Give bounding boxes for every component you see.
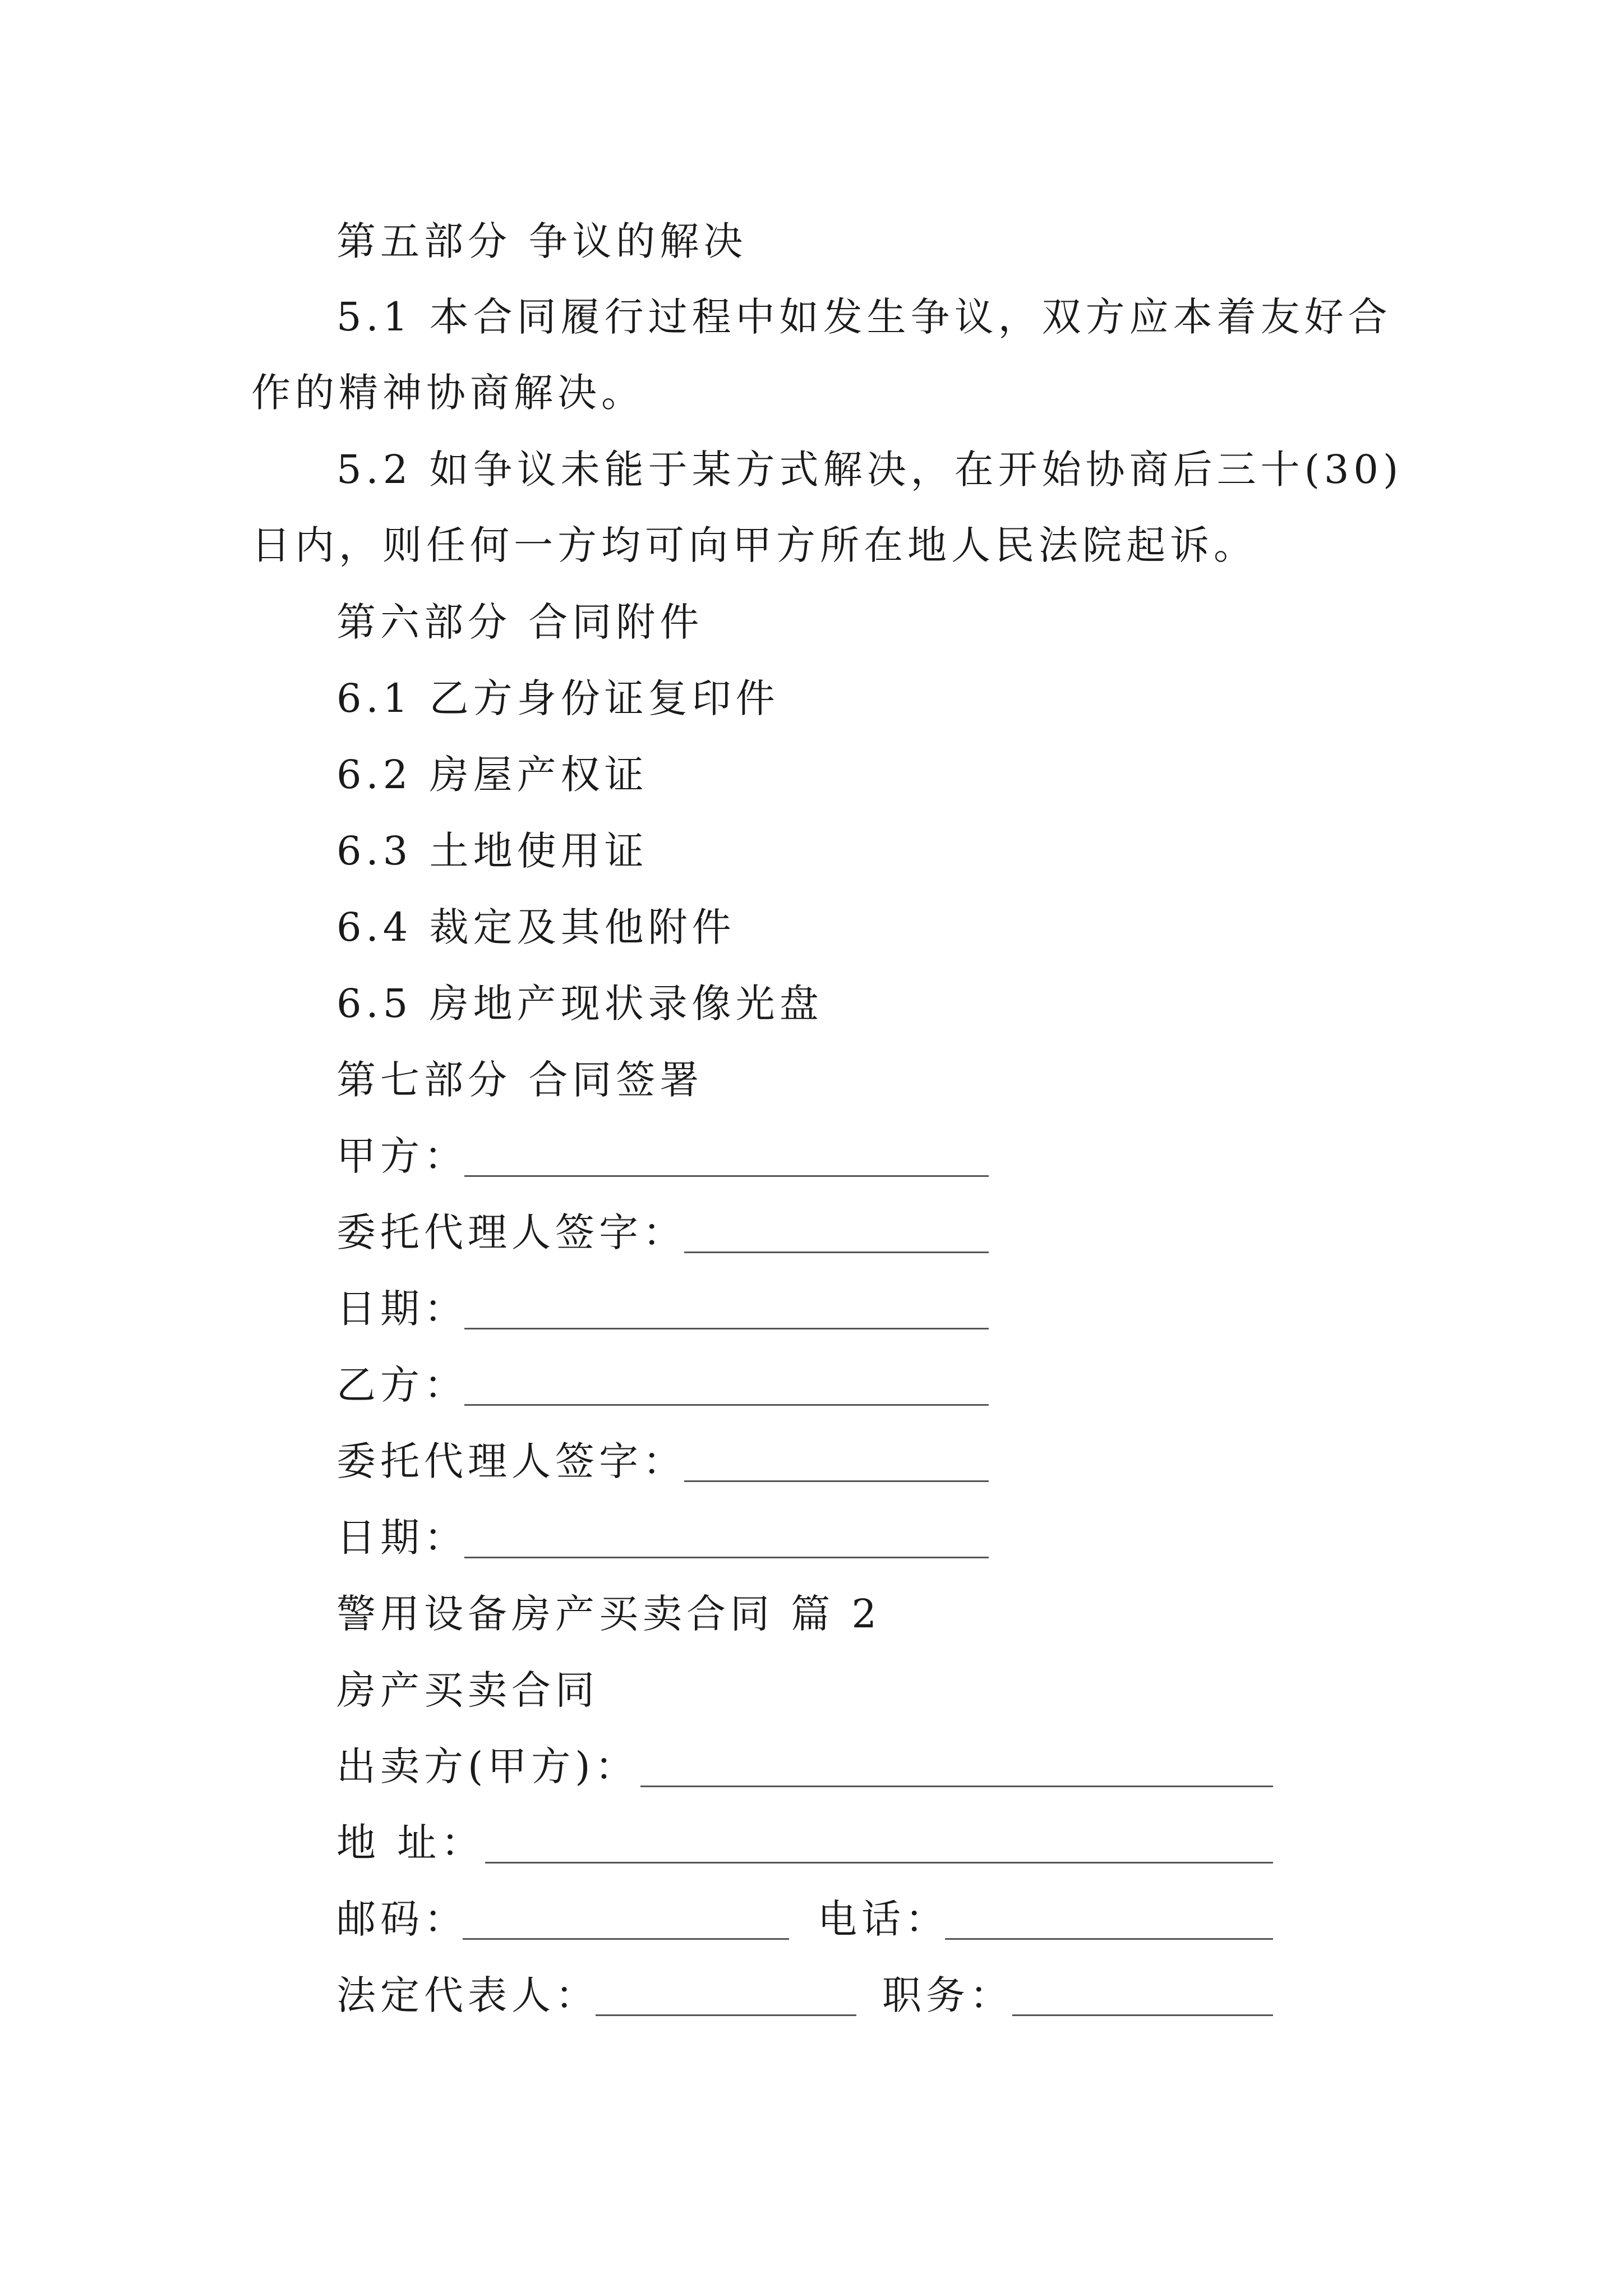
address-line[interactable] [485,1862,1273,1864]
postcode-line[interactable] [463,1938,789,1940]
clause-5-2-line2: 日内，则任何一方均可向甲方所在地人民法院起诉。 [251,522,1257,568]
seller-label: 出卖方(甲方)： [336,1743,639,1789]
agent-a-signature-line[interactable] [684,1251,989,1253]
part-2-subtitle: 房产买卖合同 [336,1667,599,1713]
agent-a-label: 委托代理人签字： [336,1209,686,1255]
postcode-label: 邮码： [336,1896,468,1942]
party-a-label: 甲方： [336,1133,468,1179]
attachment-item: 6.4 裁定及其他附件 [336,904,736,950]
phone-line[interactable] [945,1938,1273,1940]
attachment-item: 6.2 房屋产权证 [336,752,648,798]
legal-rep-label: 法定代表人： [336,1972,599,2018]
attachment-item: 6.1 乙方身份证复印件 [336,675,780,721]
position-line[interactable] [1012,2014,1273,2016]
party-b-label: 乙方： [336,1362,468,1408]
position-label: 职务： [882,1972,1013,2018]
phone-label: 电话： [818,1896,949,1942]
attachment-item: 6.5 房地产现状录像光盘 [336,981,823,1027]
section-6-heading: 第六部分 合同附件 [336,599,704,645]
clause-5-1-line1: 5.1 本合同履行过程中如发生争议，双方应本着友好合 [336,294,1392,340]
part-2-title: 警用设备房产买卖合同 篇 2 [336,1591,882,1637]
clause-5-2-line1: 5.2 如争议未能于某方式解决，在开始协商后三十(30) [336,447,1403,493]
date-a-line[interactable] [464,1328,989,1329]
date-b-line[interactable] [464,1557,989,1558]
date-a-label: 日期： [336,1286,468,1332]
party-b-signature-line[interactable] [464,1404,989,1406]
address-label: 地 址： [336,1820,485,1866]
section-7-heading: 第七部分 合同签署 [336,1057,704,1103]
attachment-item: 6.3 土地使用证 [336,828,648,874]
seller-line[interactable] [640,1786,1273,1787]
legal-rep-line[interactable] [596,2014,856,2016]
clause-5-1-line2: 作的精神协商解决。 [251,370,645,416]
date-b-label: 日期： [336,1515,468,1561]
agent-b-label: 委托代理人签字： [336,1438,686,1484]
agent-b-signature-line[interactable] [684,1480,989,1482]
party-a-signature-line[interactable] [464,1175,989,1177]
section-5-heading: 第五部分 争议的解决 [336,218,748,264]
